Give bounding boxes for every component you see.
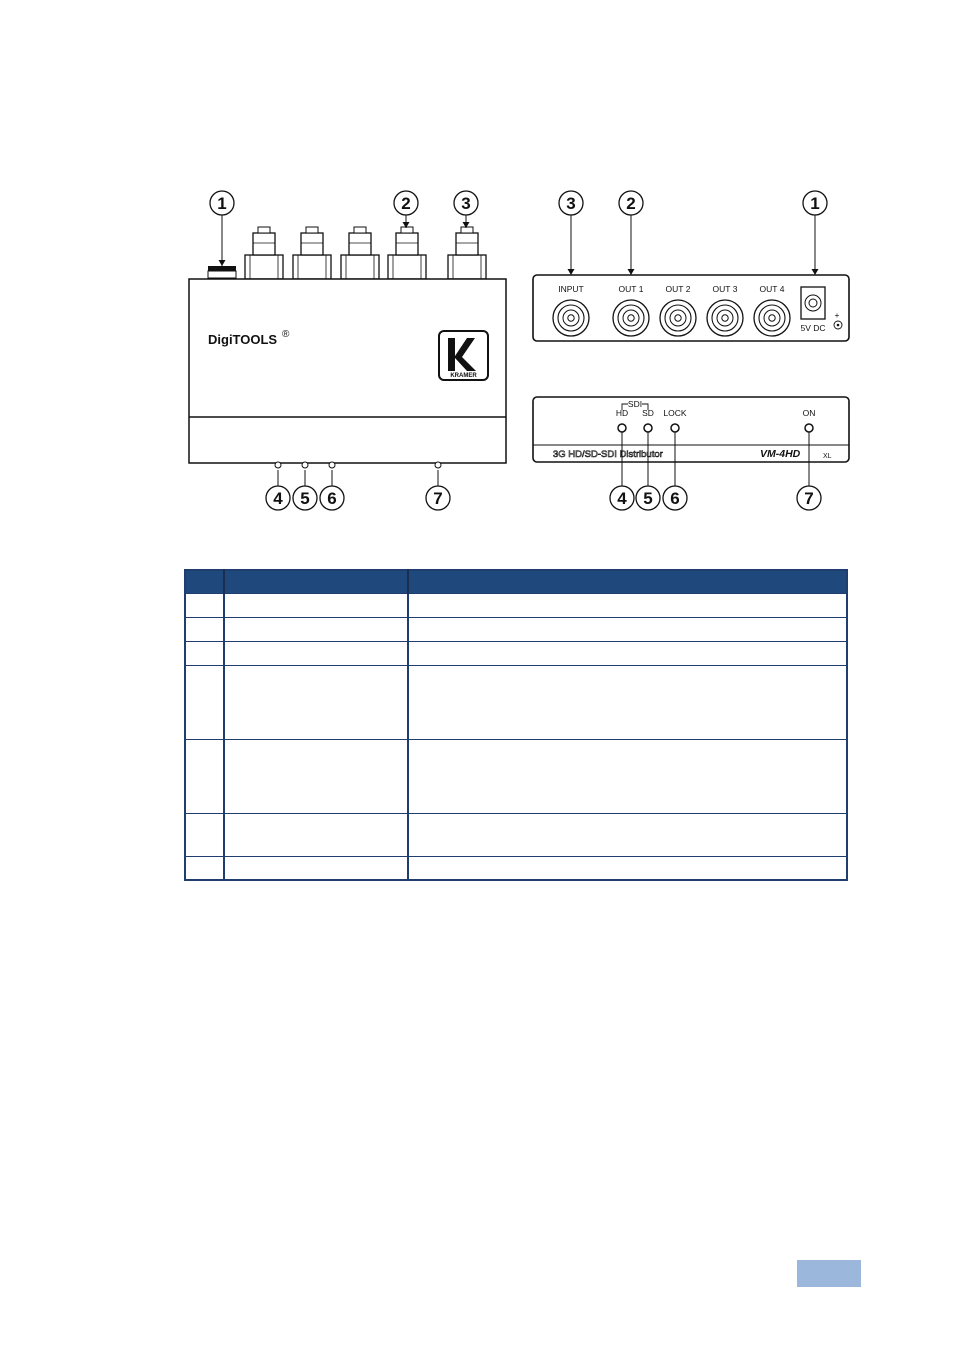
svg-text:3: 3: [461, 194, 471, 213]
polarity-plus: +: [834, 310, 840, 320]
bnc-out1: [613, 300, 649, 336]
header-cell-function: [408, 570, 847, 594]
callout-right-3: [559, 191, 583, 215]
svg-text:4: 4: [273, 489, 283, 508]
power-jack: [801, 287, 825, 319]
svg-text:1: 1: [810, 194, 820, 213]
device-figure: [0, 0, 953, 540]
svg-text:5: 5: [300, 489, 310, 508]
label-sd: SD: [642, 408, 654, 418]
bnc-out3: [707, 300, 743, 336]
callout-right-5: [636, 486, 660, 510]
callout-left-1: [210, 191, 234, 215]
bnc-top-2: [293, 227, 331, 279]
bnc-input: [553, 300, 589, 336]
led-lock: [671, 424, 679, 432]
svg-text:KRAMER: KRAMER: [450, 373, 477, 379]
table-row: [185, 814, 847, 857]
bnc-top-1: [245, 227, 283, 279]
label-input: INPUT: [558, 284, 584, 294]
bnc-out2: [660, 300, 696, 336]
bnc-out4: [754, 300, 790, 336]
callout-left-5: [293, 486, 317, 510]
model-name: VM-4HD: [760, 448, 801, 460]
callout-left-7: [426, 486, 450, 510]
feature-table: [184, 569, 848, 881]
digitools-logo: DigiTOOLS: [208, 332, 278, 347]
label-hd: HD: [615, 408, 629, 418]
table-row: [185, 642, 847, 666]
header-cell-feature: [224, 570, 408, 594]
svg-text:3: 3: [566, 194, 576, 213]
svg-text:4: 4: [617, 489, 627, 508]
label-on: ON: [802, 408, 816, 418]
callout-right-6: [663, 486, 687, 510]
callout-left-3: [454, 191, 478, 215]
svg-text:1: 1: [217, 194, 227, 213]
svg-text:2: 2: [401, 194, 411, 213]
callout-left-6: [320, 486, 344, 510]
bnc-top-4: [388, 227, 426, 279]
table-header-row: [185, 570, 847, 594]
svg-text:6: 6: [327, 489, 337, 508]
callout-right-1: [803, 191, 827, 215]
registered-mark: ®: [282, 329, 290, 340]
label-out2: OUT 2: [665, 284, 691, 294]
label-out4: OUT 4: [759, 284, 785, 294]
product-description: 3G HD/SD-SDI Distributor: [553, 449, 663, 460]
led-on: [805, 424, 813, 432]
table-row: [185, 857, 847, 880]
model-suffix: XL: [823, 453, 832, 460]
top-view-diagram: [189, 191, 506, 510]
table-row: [185, 594, 847, 618]
callout-left-4: [266, 486, 290, 510]
rear-panel-diagram: [533, 191, 849, 341]
front-panel-diagram: [533, 397, 849, 510]
header-cell-number: [185, 570, 224, 594]
label-out1: OUT 1: [618, 284, 644, 294]
label-5vdc: 5V DC: [800, 323, 826, 333]
bnc-top-3: [341, 227, 379, 279]
label-sdi: SDI: [627, 399, 643, 409]
svg-text:7: 7: [433, 489, 443, 508]
svg-text:5: 5: [643, 489, 653, 508]
callout-right-7: [797, 486, 821, 510]
page-number-box: [797, 1260, 861, 1287]
callout-right-2: [619, 191, 643, 215]
table-row: [185, 740, 847, 814]
table-row: [185, 666, 847, 740]
bnc-top-input: [448, 227, 486, 279]
callout-left-2: [394, 191, 418, 215]
svg-text:7: 7: [804, 489, 814, 508]
label-out3: OUT 3: [712, 284, 738, 294]
led-sd: [644, 424, 652, 432]
led-hd: [618, 424, 626, 432]
svg-text:6: 6: [670, 489, 680, 508]
callout-right-4: [610, 486, 634, 510]
svg-text:2: 2: [626, 194, 636, 213]
kramer-logo: [439, 331, 488, 380]
table-row: [185, 618, 847, 642]
label-lock: LOCK: [663, 408, 687, 418]
